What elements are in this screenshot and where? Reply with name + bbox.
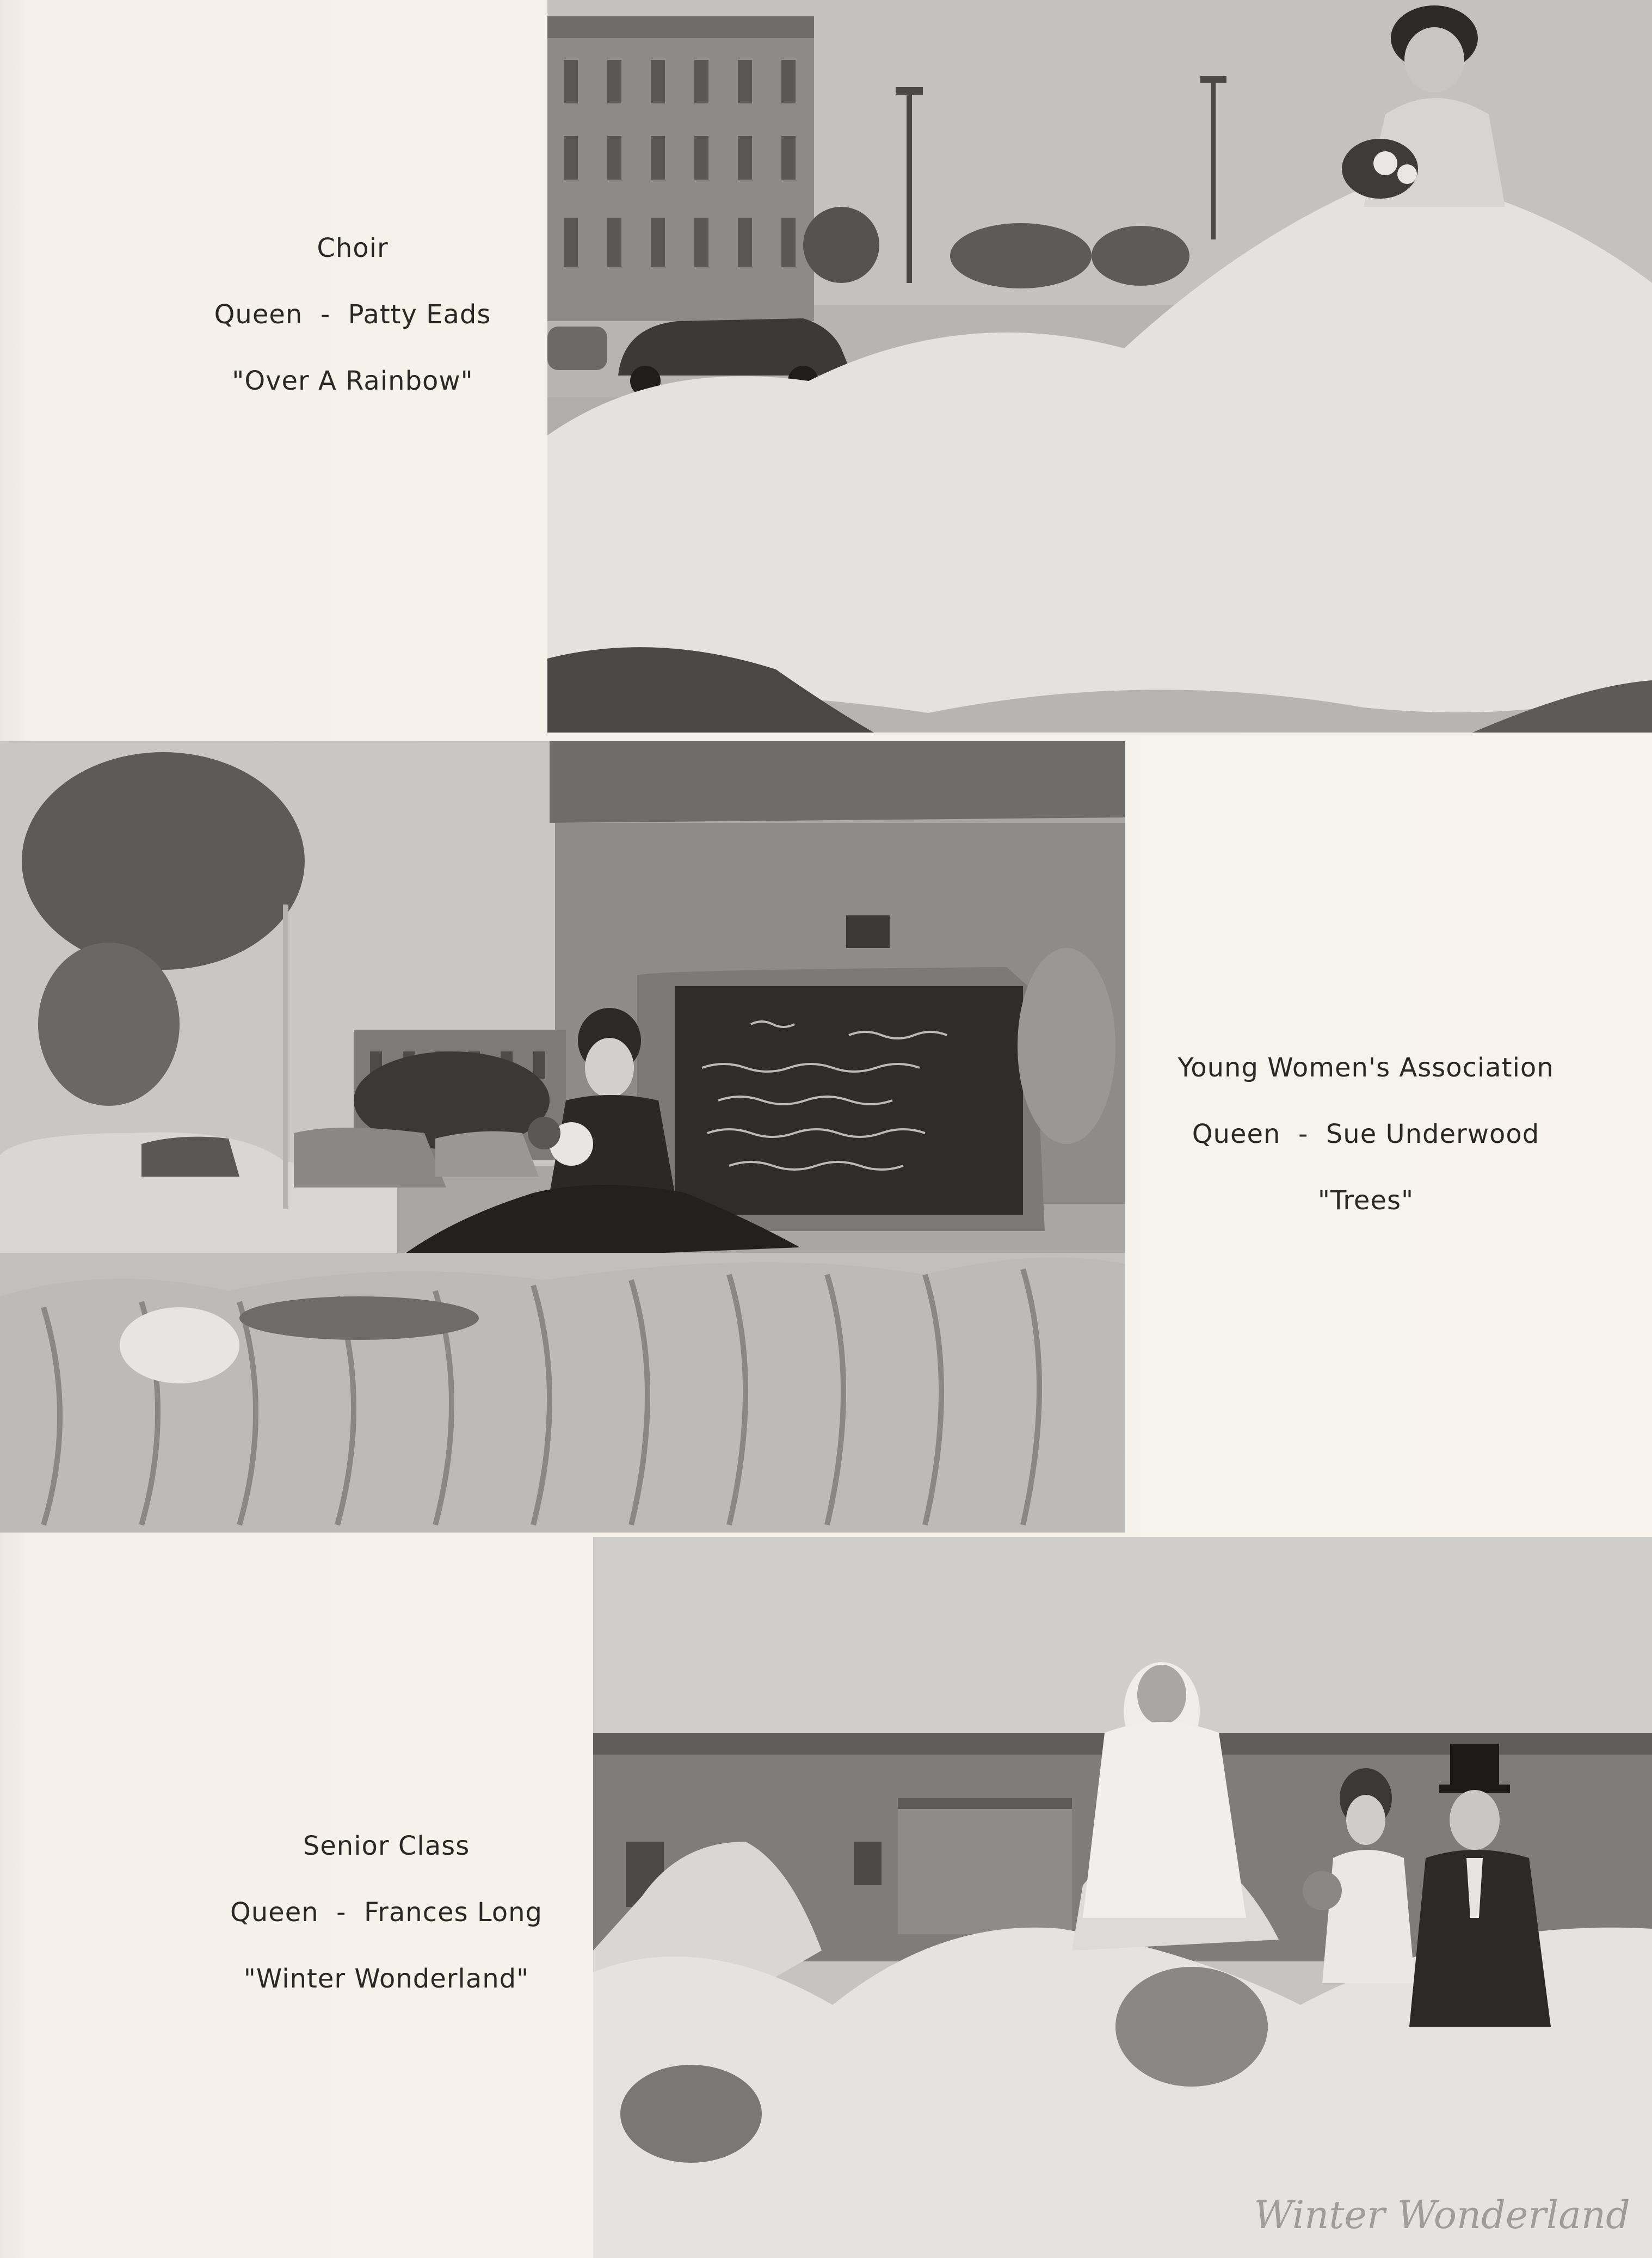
caption-ywa <box>1154 1055 1578 1254</box>
photo-ywa-image <box>0 741 1125 1533</box>
caption-queen: Queen - Sue Underwood <box>1192 1119 1540 1149</box>
caption-theme: "Winter Wonderland" <box>243 1964 529 1994</box>
caption-choir <box>180 235 526 434</box>
caption-theme: "Trees" <box>1317 1185 1414 1216</box>
caption-queen: Queen - Frances Long <box>230 1897 543 1928</box>
photo-choir-float <box>547 0 1652 733</box>
photo-senior-float <box>593 1537 1652 2258</box>
caption-senior <box>218 1833 555 2032</box>
caption-queen: Queen - Patty Eads <box>214 299 491 330</box>
photo-choir-image <box>547 0 1652 733</box>
caption-group: Choir <box>317 233 389 263</box>
caption-group: Senior Class <box>303 1831 470 1861</box>
float-sign-text: Winter Wonderland <box>1254 2193 1630 2237</box>
caption-theme: "Over A Rainbow" <box>232 366 473 396</box>
caption-group: Young Women's Association <box>1178 1053 1554 1083</box>
photo-senior-image <box>593 1537 1652 2258</box>
photo-ywa-float <box>0 741 1125 1533</box>
